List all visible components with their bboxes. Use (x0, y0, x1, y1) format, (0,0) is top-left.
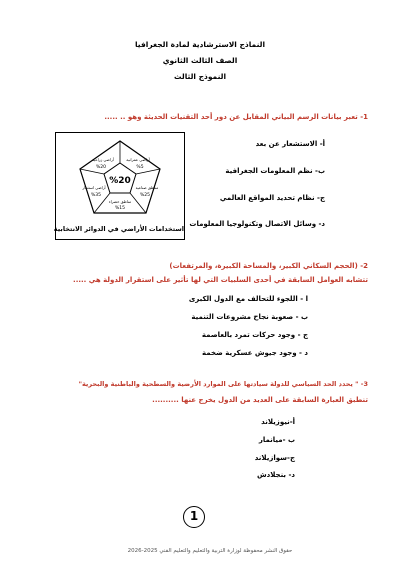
page-number: 1 (183, 506, 205, 528)
segment-value: %5 (136, 165, 144, 170)
q2-intro: 2- (الحجم السكاني الكبير، والمساحة الكبيرة، والمرتفعات) (169, 262, 368, 270)
segment-label: مناطق خضراء (108, 199, 132, 204)
q2-option-b: ب - صعوبة نجاح مشروعات التنمية (191, 313, 308, 321)
pentagon-chart (53, 133, 184, 239)
segment-value: %20 (95, 165, 107, 170)
header-grade: الصف الثالث الثانوي (162, 56, 238, 65)
segment-value: %15 (114, 206, 126, 211)
q2-option-d: د - وجود جيوش عسكرية ضخمة (202, 349, 308, 357)
segment-label: مناطق صناعية (135, 185, 159, 190)
segment-label: أراضي عمرانية (126, 157, 150, 162)
q1-option-d: د- وسائل الاتصال وتكنولوجيا المعلومات (189, 220, 325, 228)
q2-option-a: ا - اللجوء للتحالف مع الدول الكبرى (188, 295, 308, 303)
q3-option-b: ب -ميانمار (258, 436, 295, 444)
land-use-diagram (55, 132, 185, 240)
header-model: النموذج الثالث (173, 72, 227, 81)
header-title: النماذج الاسترشادية لمادة الجغرافيا (134, 40, 266, 49)
segment-value: %25 (139, 193, 151, 198)
diagram-caption: استخدامات الأراضي في الدوائر الانتخابية (53, 225, 184, 233)
q1-option-c: ج- نظام تحديد المواقع العالمي (219, 194, 325, 202)
q3-option-a: أ-نيوزيلاند (261, 418, 295, 426)
q1-text: 1- تعبر بيانات الرسم البياني المقابل عن دور أحد التقنيات الحديثة وهو .. ..... (104, 113, 368, 121)
q3-text: تنطبق العبارة السابقة على العديد من الدول يخرج عنها .......... (152, 396, 368, 404)
q3-intro: 3- " يحدد الحد السياسي للدولة سيادتها على الموارد الأرضية والسطحية والباطنية والبحرية" (78, 380, 368, 388)
q3-option-c: ج-سوازيلاند (254, 454, 295, 462)
q2-text: تتشابه العوامل السابقة في أحدى السلبيات التي لها تأثير على استقرار الدولة هي ..... (73, 276, 368, 284)
segment-label: أراضي استثمار (82, 185, 106, 190)
footer-copyright: حقوق النشر محفوظة لوزارة التربية والتعليم والتعليم الفني 2025-2026 (127, 548, 293, 554)
segment-value: %35 (90, 193, 102, 198)
center-value: %20 (109, 176, 131, 186)
segment-label: أراضي زراعية (92, 157, 114, 162)
q2-option-c: ج - وجود حركات تمرد بالعاصمة (201, 331, 308, 339)
q3-option-d: د- بنجلادش (256, 471, 295, 479)
q1-option-b: ب- نظم المعلومات الجغرافية (225, 167, 325, 175)
q1-option-a: أ- الاستشعار عن بعد (255, 140, 325, 148)
